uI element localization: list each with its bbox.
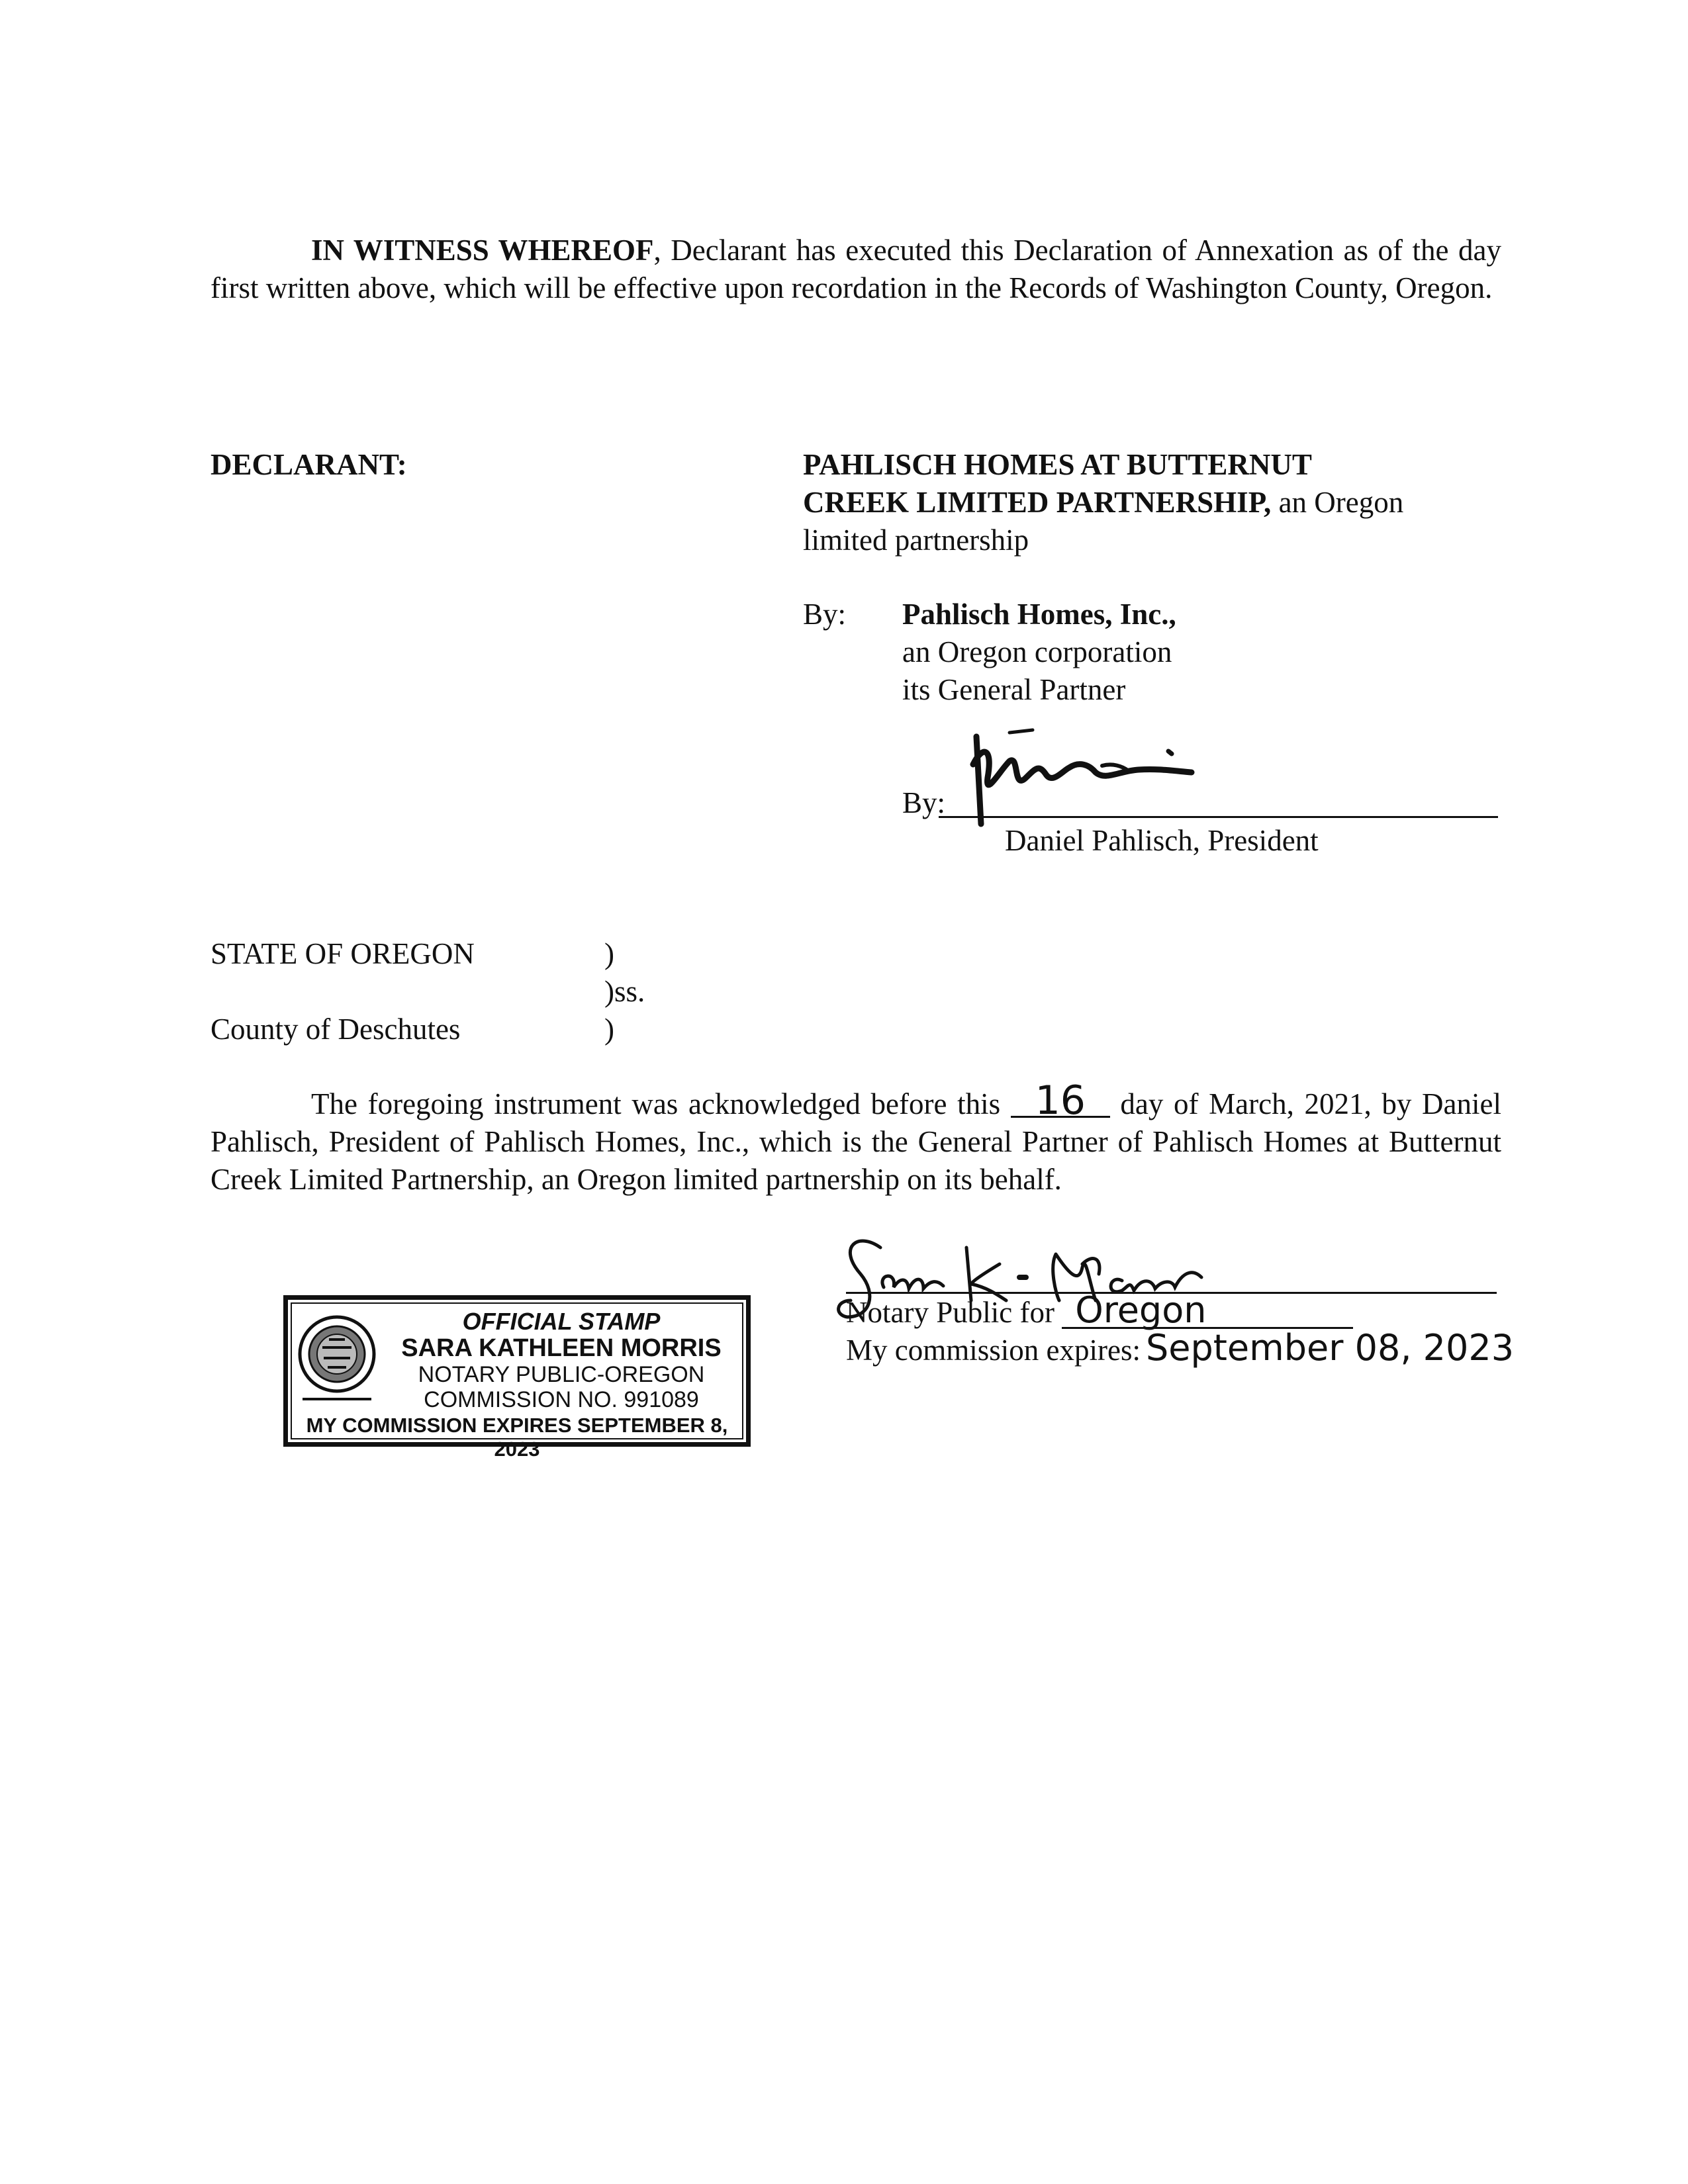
president-signature bbox=[947, 725, 1198, 831]
witness-text: , Declarant has executed this Declaration of Annexation as of the day first written above, which will be effective upon recordation in the Records of Washington County, Oregon. bbox=[211, 234, 1501, 304]
stamp-line3: NOTARY PUBLIC-OREGON bbox=[418, 1362, 705, 1387]
notary-public-label: Notary Public for bbox=[846, 1296, 1062, 1329]
declarant-entity-line3: limited partnership bbox=[803, 523, 1029, 557]
partner-desc1: an Oregon corporation bbox=[902, 635, 1172, 668]
oregon-seal-icon bbox=[296, 1306, 378, 1406]
signer-name: Daniel Pahlisch, President bbox=[1005, 824, 1319, 857]
stamp-line2: SARA KATHLEEN MORRIS bbox=[401, 1334, 722, 1362]
venue-paren1: ) bbox=[604, 937, 614, 970]
partner-desc2: its General Partner bbox=[902, 673, 1126, 706]
acknowledgment-paragraph bbox=[211, 1077, 1501, 1199]
sign-by-label: By: bbox=[902, 786, 946, 819]
declarant-entity-line2 bbox=[803, 484, 1403, 522]
stamp-line5: MY COMMISSION EXPIRES SEPTEMBER 8, 2023 bbox=[306, 1414, 728, 1461]
notary-expires bbox=[846, 1327, 1515, 1369]
stamp-line1: OFFICIAL STAMP bbox=[462, 1308, 661, 1335]
venue-county: County of Deschutes bbox=[211, 1013, 461, 1046]
stamp-line4: COMMISSION NO. 991089 bbox=[424, 1387, 699, 1412]
entity-name-line2: CREEK LIMITED PARTNERSHIP, bbox=[803, 486, 1272, 519]
declarant-entity-line1 bbox=[803, 446, 1312, 484]
partner-name: Pahlisch Homes, Inc., bbox=[902, 598, 1176, 631]
by-label: By: bbox=[803, 598, 847, 631]
notary-expires-handwritten: September 08, 2023 bbox=[1145, 1327, 1515, 1369]
official-notary-stamp bbox=[283, 1295, 751, 1461]
entity-suffix: an Oregon bbox=[1271, 486, 1404, 519]
notary-state-handwritten: Oregon bbox=[1062, 1294, 1353, 1329]
ack-part2: day of March, 2021, by Daniel Pahlisch, President of Pahlisch Homes, Inc., which is the General Partner of Pahlisch Homes at Butternut Creek Limited Partnership, an Oregon limited partnership on its behalf. bbox=[211, 1087, 1501, 1196]
witness-lead: IN WITNESS WHEREOF bbox=[311, 234, 654, 267]
entity-name-line1: PAHLISCH HOMES AT BUTTERNUT bbox=[803, 448, 1312, 481]
notary-expires-label: My commission expires: bbox=[846, 1334, 1141, 1367]
ack-day-handwritten: 16 bbox=[1011, 1086, 1110, 1118]
venue-paren3: ) bbox=[604, 1013, 614, 1046]
witness-paragraph bbox=[211, 232, 1501, 307]
venue-state: STATE OF OREGON bbox=[211, 937, 475, 970]
declarant-label: DECLARANT: bbox=[211, 448, 407, 481]
ack-part1: The foregoing instrument was acknowledged before this bbox=[311, 1087, 1011, 1120]
notary-public-for bbox=[846, 1289, 1353, 1332]
venue-ss: )ss. bbox=[604, 975, 645, 1008]
